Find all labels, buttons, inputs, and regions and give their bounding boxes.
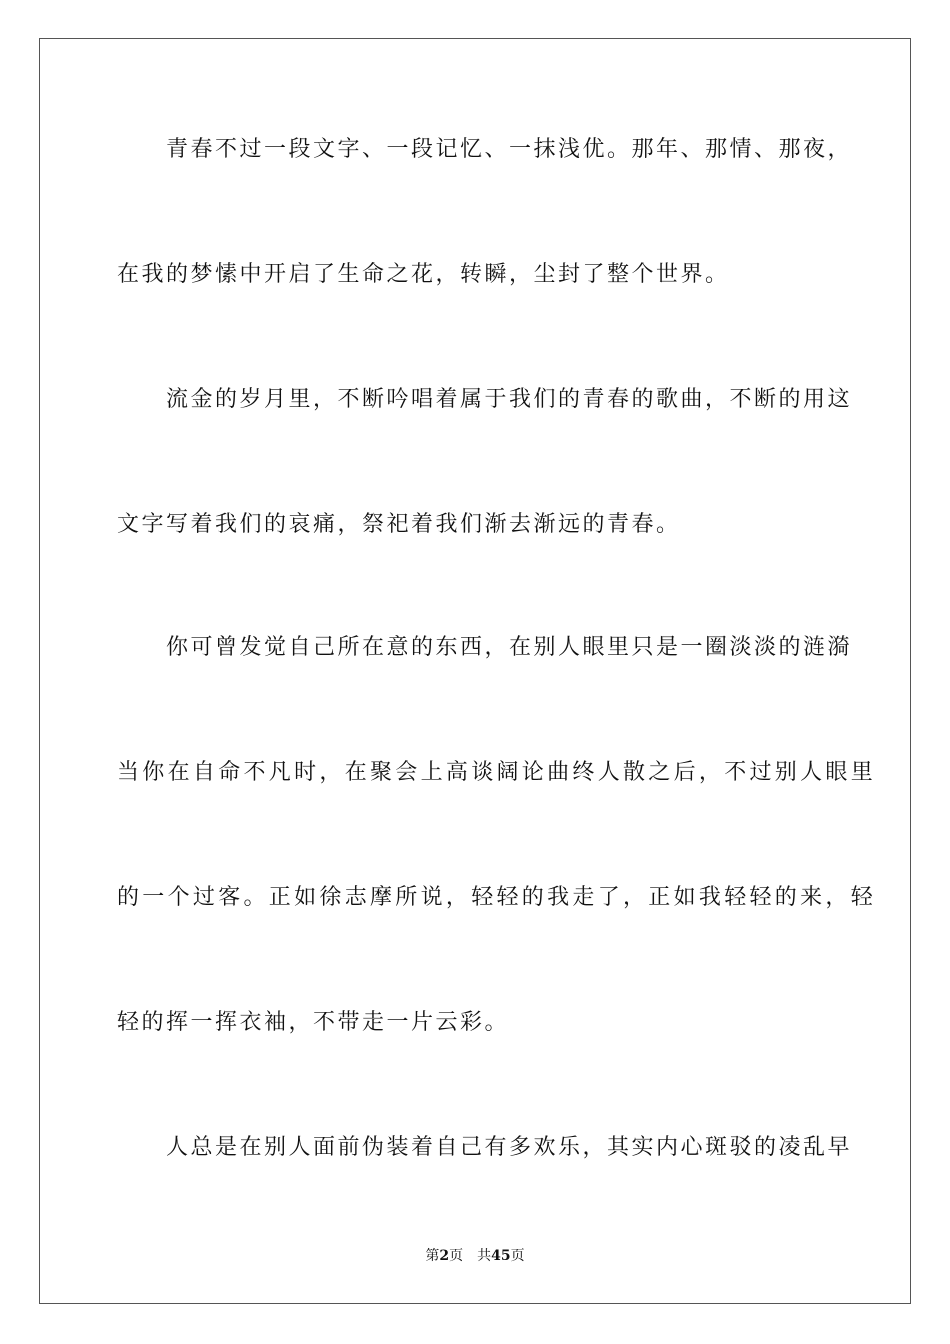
page-footer [0,1247,950,1265]
text-line-4: 文字写着我们的哀痛，祭祀着我们渐去渐远的青春。 [117,512,681,537]
total-pages-number: 45 [491,1248,511,1264]
footer-total-prefix: 共 [477,1248,492,1264]
text-line-9: 人总是在别人面前伪装着自己有多欢乐，其实内心斑驳的凌乱早 [117,1135,853,1160]
text-line-6: 当你在自命不凡时，在聚会上高谈阔论曲终人散之后，不过别人眼里 [117,760,877,785]
current-page-number: 2 [439,1248,450,1264]
footer-total-unit: 页 [510,1248,525,1264]
text-line-2: 在我的梦愫中开启了生命之花，转瞬，尘封了整个世界。 [117,262,730,287]
footer-page-unit: 页 [449,1248,464,1264]
footer-prefix: 第 [425,1248,440,1264]
text-line-8: 轻的挥一挥衣袖，不带走一片云彩。 [117,1010,510,1035]
page-border [39,38,911,1304]
text-line-1: 青春不过一段文字、一段记忆、一抹浅优。那年、那情、那夜， [117,137,853,162]
text-line-5: 你可曾发觉自己所在意的东西，在别人眼里只是一圈淡淡的涟漪 [117,635,853,660]
text-line-7: 的一个过客。正如徐志摩所说，轻轻的我走了，正如我轻轻的来，轻 [117,885,877,910]
text-line-3: 流金的岁月里，不断吟唱着属于我们的青春的歌曲，不断的用这 [117,387,853,412]
